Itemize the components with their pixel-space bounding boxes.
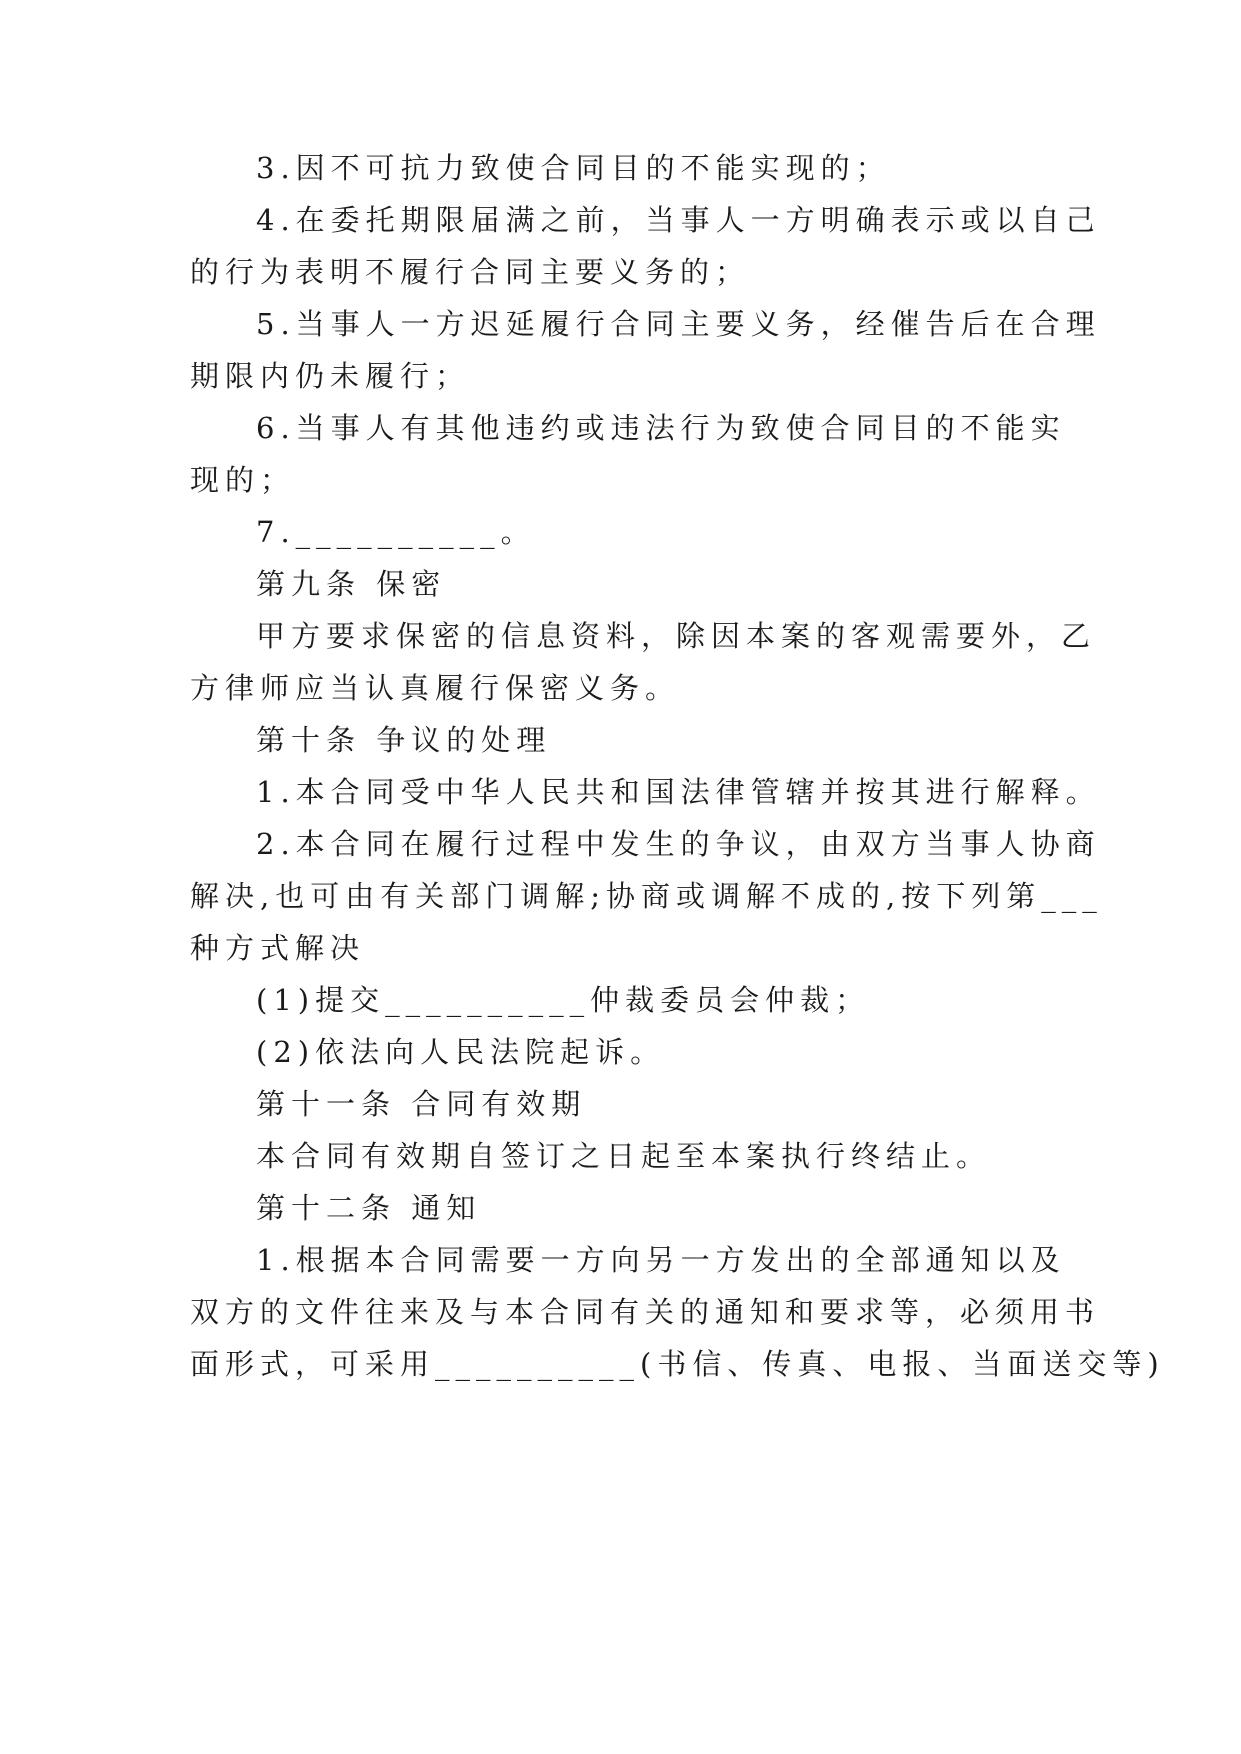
clause-10-item-2-line-3: 种方式解决 (190, 931, 366, 965)
clause-9-heading: 第九条 保密 (256, 567, 447, 601)
clause-10-item-2-line-2: 解决,也可由有关部门调解;协商或调解不成的,按下列第___ (190, 879, 1103, 913)
clause-10-option-1: (1)提交__________仲裁委员会仲裁； (256, 983, 871, 1017)
clause-10-heading: 第十条 争议的处理 (256, 723, 552, 757)
clause-8-item-4-line-1: 4.在委托期限届满之前，当事人一方明确表示或以自己 (256, 203, 1101, 237)
clause-8-item-7: 7.__________。 (256, 515, 536, 549)
clause-10-item-2-line-1: 2.本合同在履行过程中发生的争议，由双方当事人协商 (256, 827, 1101, 861)
clause-8-item-5-line-1: 5.当事人一方迟延履行合同主要义务，经催告后在合理 (256, 307, 1101, 341)
clause-8-item-4-line-2: 的行为表明不履行合同主要义务的； (190, 255, 751, 289)
clause-12-item-1-line-3: 面形式，可采用__________(书信、传真、电报、当面送交等) (190, 1347, 1165, 1381)
clause-10-item-1: 1.本合同受中华人民共和国法律管辖并按其进行解释。 (256, 775, 1101, 809)
clause-12-heading: 第十二条 通知 (256, 1191, 482, 1225)
clause-12-item-1-line-2: 双方的文件往来及与本合同有关的通知和要求等，必须用书 (190, 1295, 1101, 1329)
clause-8-item-6-line-1: 6.当事人有其他违约或违法行为致使合同目的不能实 (256, 411, 1066, 445)
clause-12-item-1-line-1: 1.根据本合同需要一方向另一方发出的全部通知以及 (256, 1243, 1066, 1277)
clause-11-heading: 第十一条 合同有效期 (256, 1087, 587, 1121)
clause-10-option-2: (2)依法向人民法院起诉。 (256, 1035, 666, 1069)
clause-8-item-5-line-2: 期限内仍未履行； (190, 359, 471, 393)
clause-11-text: 本合同有效期自签订之日起至本案执行终结止。 (256, 1139, 992, 1173)
clause-8-item-6-line-2: 现的； (190, 463, 296, 497)
clause-9-text-line-1: 甲方要求保密的信息资料，除因本案的客观需要外，乙 (256, 619, 1097, 653)
clause-9-text-line-2: 方律师应当认真履行保密义务。 (190, 671, 681, 705)
clause-8-item-3: 3.因不可抗力致使合同目的不能实现的； (256, 151, 891, 185)
